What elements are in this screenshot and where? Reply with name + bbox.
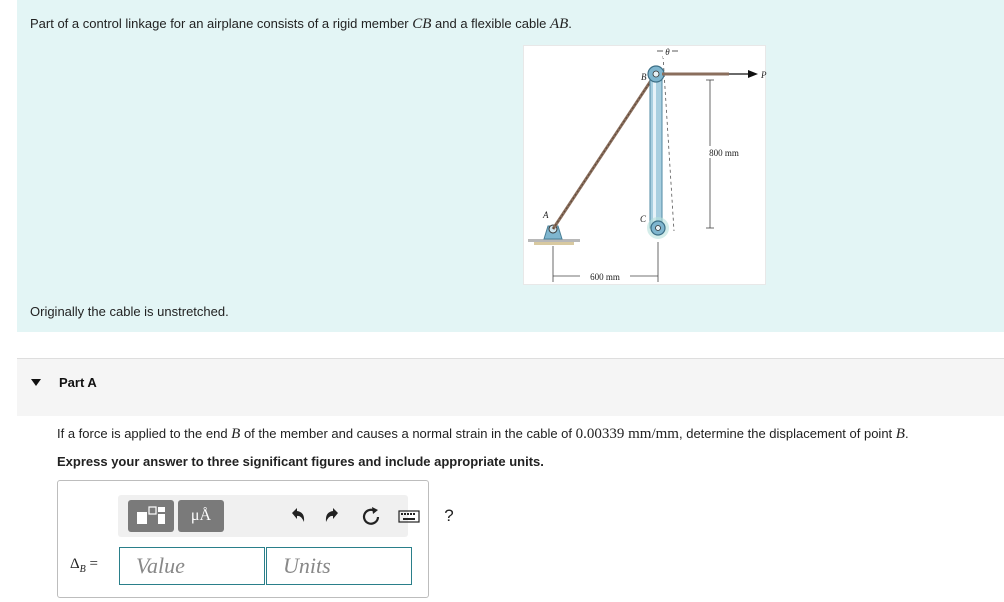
problem-statement [17, 0, 1004, 332]
member-symbol: CB [412, 16, 432, 32]
value-input[interactable] [119, 547, 265, 585]
force-p-label: P [761, 70, 767, 80]
templates-icon [128, 500, 174, 532]
intro-text: Part of a control linkage for an airplane consists of a rigid member [30, 16, 413, 31]
linkage-figure [523, 45, 766, 285]
strain-value: 0.00339 mm/mm [575, 426, 679, 442]
problem-note: Originally the cable is unstretched. [30, 304, 229, 319]
redo-icon[interactable] [320, 503, 346, 529]
units-button[interactable]: μÅ [178, 500, 224, 532]
problem-intro [30, 16, 572, 33]
cable-symbol: AB [549, 16, 569, 32]
units-input[interactable] [266, 547, 412, 585]
collapse-caret-icon[interactable] [31, 379, 41, 386]
pin-c-hole [656, 226, 661, 231]
point-c-label: C [640, 214, 647, 224]
point-symbol-2: B [895, 426, 905, 442]
delta-symbol: Δ [70, 556, 80, 572]
question-text-middle: of the member and causes a normal strain in the cable of [240, 426, 576, 441]
point-a-label: A [543, 210, 549, 220]
linkage-diagram [524, 46, 767, 286]
ground-hatch [534, 242, 574, 245]
point-symbol: B [231, 426, 241, 442]
part-a-header[interactable] [17, 358, 1004, 416]
theta-label: θ [665, 47, 670, 57]
part-a-question [57, 426, 909, 443]
undo-icon[interactable] [284, 503, 310, 529]
reset-icon[interactable] [358, 503, 384, 529]
templates-button[interactable] [128, 500, 174, 532]
cable-ab [553, 76, 654, 229]
force-p-arrowhead [748, 70, 758, 78]
pin-b-hole [653, 71, 659, 77]
question-text: If a force is applied to the end [57, 426, 232, 441]
answer-label [70, 556, 98, 575]
delta-subscript: B [79, 564, 86, 575]
help-button[interactable]: ? [444, 506, 454, 525]
keyboard-icon[interactable] [396, 503, 422, 529]
equals-sign: = [85, 556, 98, 572]
point-b-label: B [641, 72, 647, 82]
question-text-suffix: . [904, 426, 909, 441]
answer-box [57, 480, 454, 598]
question-text-middle2: , determine the displacement of point [678, 426, 896, 441]
dimension-800-label: 800 mm [709, 148, 739, 158]
dimension-600-label: 600 mm [590, 272, 620, 282]
deflection-reference-line [663, 56, 674, 231]
intro-text-middle: and a flexible cable [431, 16, 550, 31]
part-a-label: Part A [59, 375, 97, 390]
answer-toolbar [118, 495, 454, 537]
member-highlight [653, 78, 656, 226]
answer-instruction: Express your answer to three significant figures and include appropriate units. [57, 454, 544, 469]
intro-text-suffix: . [568, 16, 572, 31]
